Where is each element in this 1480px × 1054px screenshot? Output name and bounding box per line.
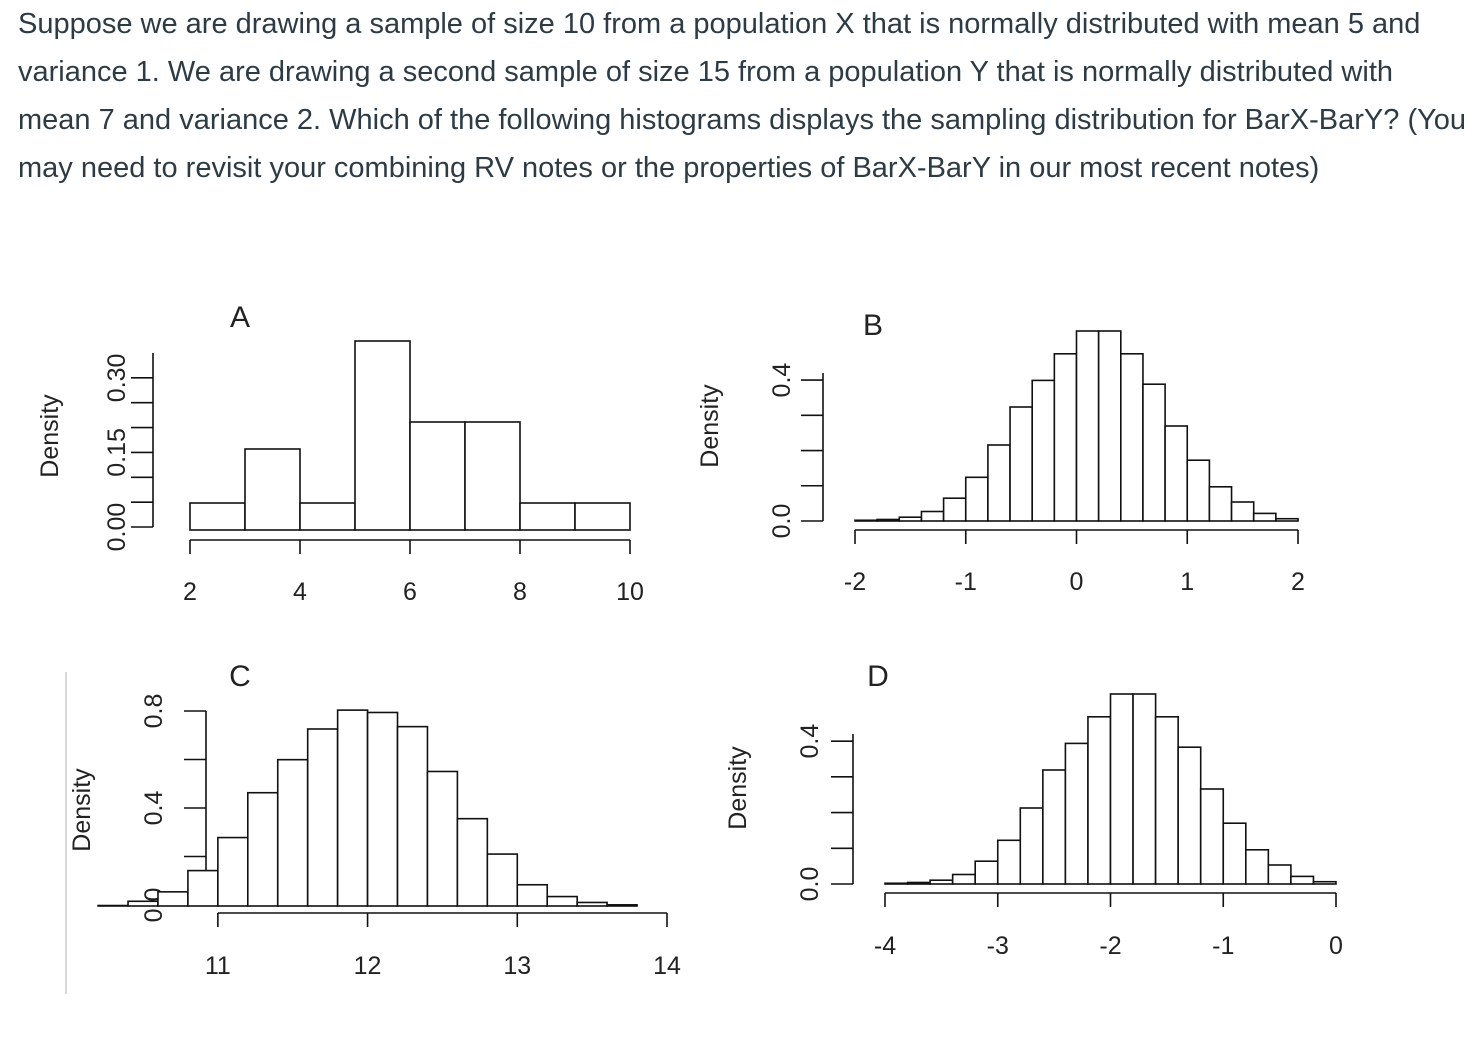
histogram-bar <box>128 901 158 906</box>
histogram-a <box>36 301 644 606</box>
histogram-bar <box>998 840 1021 884</box>
histogram-bar <box>1099 331 1121 521</box>
histogram-bar <box>953 875 976 885</box>
histogram-bar <box>1291 876 1314 884</box>
x-tick-label: 14 <box>653 952 681 980</box>
y-axis-label: Density <box>724 746 752 830</box>
panel-title: C <box>229 660 251 693</box>
histogram-bar <box>547 897 577 906</box>
histogram-bar <box>921 512 943 522</box>
histogram-bar <box>1133 694 1156 884</box>
histogram-bar <box>877 519 899 521</box>
x-tick-label: 13 <box>503 952 532 980</box>
histogram-bar <box>300 503 355 530</box>
histogram-bar <box>248 793 278 906</box>
y-tick-label: 0.8 <box>140 693 168 729</box>
histogram-bar <box>190 503 245 530</box>
x-tick-label: -1 <box>1212 932 1235 960</box>
y-tick-label: 0.15 <box>103 428 131 477</box>
x-tick-label: 2 <box>183 578 197 606</box>
histogram-bar <box>1223 823 1246 884</box>
histogram-bar <box>855 520 877 521</box>
histogram-bar <box>1276 519 1298 521</box>
x-tick-label: 11 <box>204 952 231 980</box>
histogram-bar <box>1088 717 1111 884</box>
histogram-bar <box>338 710 368 906</box>
histogram-bar <box>1111 694 1134 884</box>
histogram-b <box>696 309 1305 596</box>
histogram-bar <box>1246 850 1269 884</box>
histogram-bar <box>575 503 630 530</box>
x-tick-label: -2 <box>1099 932 1122 960</box>
x-tick-label: 2 <box>1291 568 1305 596</box>
x-tick-label: 10 <box>616 578 644 606</box>
histogram-bar <box>218 838 248 906</box>
histogram-bar <box>245 449 300 530</box>
histogram-bar <box>1165 426 1187 521</box>
x-tick-label: 6 <box>403 578 417 606</box>
histogram-bar <box>1077 331 1099 521</box>
histogram-bar <box>930 880 953 884</box>
histogram-bar <box>457 819 487 906</box>
histogram-bar <box>1043 770 1066 884</box>
histogram-bar <box>1254 513 1276 521</box>
histogram-bar <box>158 892 188 906</box>
histogram-bar <box>1032 380 1054 521</box>
histogram-d <box>724 660 1343 960</box>
histogram-bar <box>427 771 457 906</box>
histogram-bar <box>1065 743 1088 884</box>
histogram-bar <box>1313 882 1336 884</box>
x-tick-label: 8 <box>513 578 527 606</box>
y-tick-label: 0.00 <box>103 502 131 552</box>
y-tick-label: 0.4 <box>796 723 824 759</box>
histogram-bar <box>1201 789 1224 884</box>
histogram-bar <box>1209 487 1231 521</box>
x-tick-label: -3 <box>986 932 1009 960</box>
histogram-bar <box>1187 460 1209 521</box>
histogram-bar <box>487 854 517 906</box>
histogram-bar <box>577 902 607 906</box>
x-tick-label: 1 <box>1180 568 1195 596</box>
histogram-bar <box>1143 384 1165 521</box>
histogram-bar <box>908 882 931 884</box>
x-tick-label: 0 <box>1069 568 1084 596</box>
histogram-bar <box>368 712 398 906</box>
histogram-bar <box>1178 747 1201 884</box>
histogram-bar <box>944 498 966 521</box>
y-axis-label: Density <box>696 384 724 468</box>
histogram-bar <box>1232 502 1254 521</box>
histogram-bar <box>1268 865 1291 884</box>
y-axis-label: Density <box>36 394 64 478</box>
histogram-bar <box>1054 354 1076 521</box>
histogram-bar <box>1020 808 1043 884</box>
histogram-bar <box>517 885 547 906</box>
histogram-bar <box>355 341 410 530</box>
x-tick-label: -2 <box>843 568 867 596</box>
histogram-bar <box>899 517 921 521</box>
histogram-bar <box>465 422 520 530</box>
panel-title: B <box>862 309 884 342</box>
histogram-c <box>68 660 681 980</box>
histogram-bar <box>975 861 998 884</box>
x-tick-label: -4 <box>873 932 897 960</box>
y-tick-label: 0.4 <box>768 362 796 398</box>
histogram-bar <box>410 422 465 530</box>
y-tick-label: 0.0 <box>796 866 824 902</box>
y-tick-label: 0.4 <box>140 790 168 826</box>
panel-title: A <box>229 301 251 334</box>
histogram-bar <box>398 727 428 906</box>
y-axis-label: Density <box>68 768 96 852</box>
histogram-bar <box>1156 717 1179 884</box>
x-tick-label: 12 <box>353 952 382 980</box>
histogram-bar <box>520 503 575 530</box>
y-tick-label: 0.30 <box>103 353 131 403</box>
x-tick-label: -1 <box>954 568 977 596</box>
histogram-bar <box>188 871 218 906</box>
histogram-bar <box>988 445 1010 521</box>
histogram-bar <box>1121 354 1143 521</box>
x-tick-label: 0 <box>1329 932 1343 960</box>
y-tick-label: 0.0 <box>768 503 796 539</box>
x-tick-label: 4 <box>293 578 307 606</box>
histogram-bar <box>308 729 338 906</box>
histogram-bar <box>1010 407 1032 521</box>
question-paragraph: Suppose we are drawing a sample of size 10 from a population X that is normally distributed with mean 5 and variance 1. We are drawing a second sample of size 15 from a population Y that is normally distributed with mean 7 and variance 2. Which of the following histograms displays the sampling distribution for BarX-BarY? (You may need to revisit your combining RV notes or the properties of BarX-BarY in our most recent notes) <box>18 8 1467 184</box>
panel-title: D <box>867 660 889 693</box>
histogram-bar <box>278 760 308 906</box>
histogram-bar <box>607 905 637 906</box>
histogram-bar <box>885 883 908 884</box>
histogram-bar <box>966 477 988 521</box>
